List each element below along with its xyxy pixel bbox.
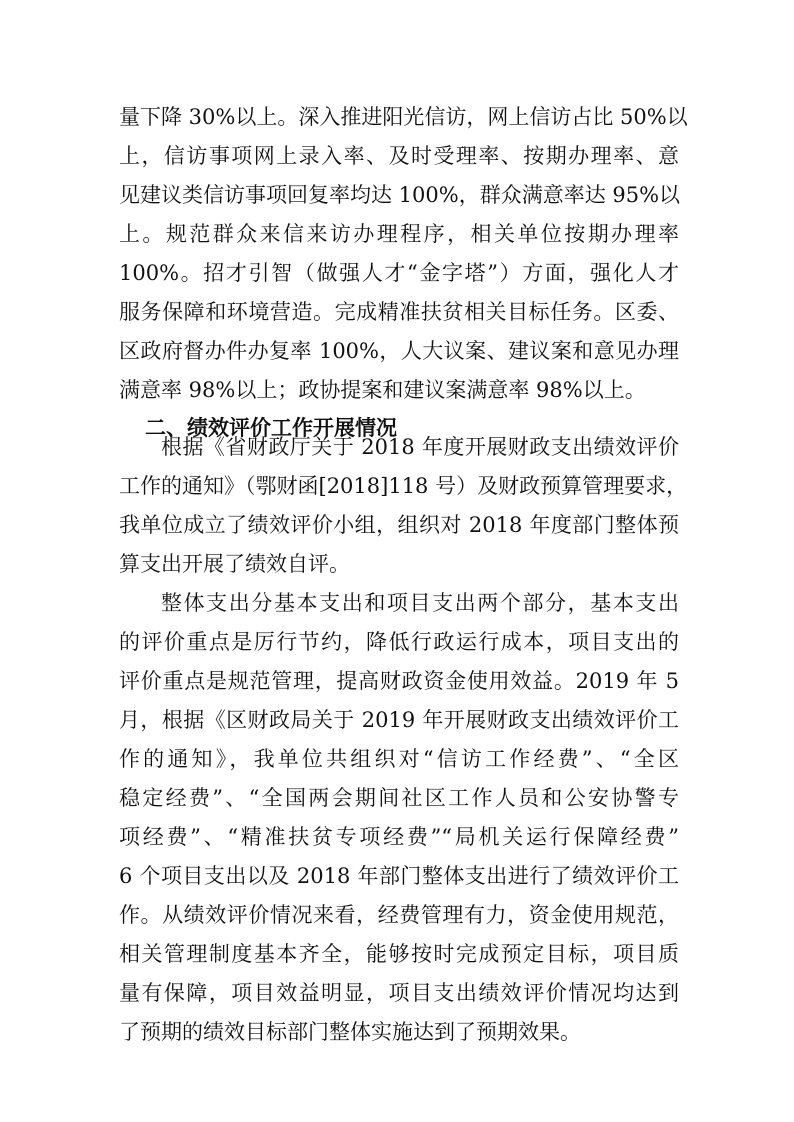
paragraph-3-line: 的评价重点是厉行节约，降低行政运行成本，项目支出的 — [119, 630, 679, 654]
paragraph-1-line: 100%。招才引智（做强人才“金字塔”）方面，强化人才 — [119, 261, 679, 285]
paragraph-3-line: 月，根据《区财政局关于 2019 年开展财政支出绩效评价工 — [119, 708, 679, 732]
paragraph-3-line: 项经费”、“精准扶贫专项经费”“局机关运行保障经费” — [119, 825, 679, 849]
paragraph-2-line: 工作的通知》（鄂财函[2018]118 号）及财政预算管理要求， — [119, 474, 688, 498]
paragraph-3-line: 整体支出分基本支出和项目支出两个部分，基本支出 — [161, 591, 679, 615]
paragraph-1-line: 量下降 30%以上。深入推进阳光信访，网上信访占比 50%以 — [119, 105, 688, 129]
section-heading: 二、绩效评价工作开展情况 — [145, 416, 397, 440]
paragraph-3-line: 量有保障，项目效益明显，项目支出绩效评价情况均达到 — [119, 981, 679, 1005]
paragraph-3-line: 相关管理制度基本齐全，能够按时完成预定目标，项目质 — [119, 942, 679, 966]
paragraph-1-line: 区政府督办件办复率 100%，人大议案、建议案和意见办理 — [119, 339, 679, 363]
paragraph-3-line: 稳定经费”、“全国两会期间社区工作人员和公安协警专 — [119, 786, 679, 810]
paragraph-1-line: 服务保障和环境营造。完成精准扶贫相关目标任务。区委、 — [119, 300, 679, 324]
paragraph-2-line: 算支出开展了绩效自评。 — [119, 552, 350, 576]
paragraph-1-line: 见建议类信访事项回复率均达 100%，群众满意率达 95%以 — [119, 183, 681, 207]
paragraph-1-line: 满意率 98%以上；政协提案和建议案满意率 98%以上。 — [119, 378, 646, 402]
paragraph-2-line: 我单位成立了绩效评价小组，组织对 2018 年度部门整体预 — [119, 513, 679, 537]
paragraph-3-line: 作的通知》，我单位共组织对“信访工作经费”、“全区 — [119, 747, 679, 771]
paragraph-1-line: 上。规范群众来信来访办理程序，相关单位按期办理率 — [119, 222, 679, 246]
paragraph-3-line: 评价重点是规范管理，提高财政资金使用效益。2019 年 5 — [119, 669, 679, 693]
paragraph-3-line: 作。从绩效评价情况来看，经费管理有力，资金使用规范， — [119, 903, 679, 927]
paragraph-1-line: 上，信访事项网上录入率、及时受理率、按期办理率、意 — [119, 144, 679, 168]
paragraph-3-line: 6 个项目支出以及 2018 年部门整体支出进行了绩效评价工 — [119, 864, 679, 888]
paragraph-3-line: 了预期的绩效目标部门整体实施达到了预期效果。 — [119, 1020, 581, 1044]
paragraph-2-line: 根据《省财政厅关于 2018 年度开展财政支出绩效评价 — [161, 435, 679, 459]
